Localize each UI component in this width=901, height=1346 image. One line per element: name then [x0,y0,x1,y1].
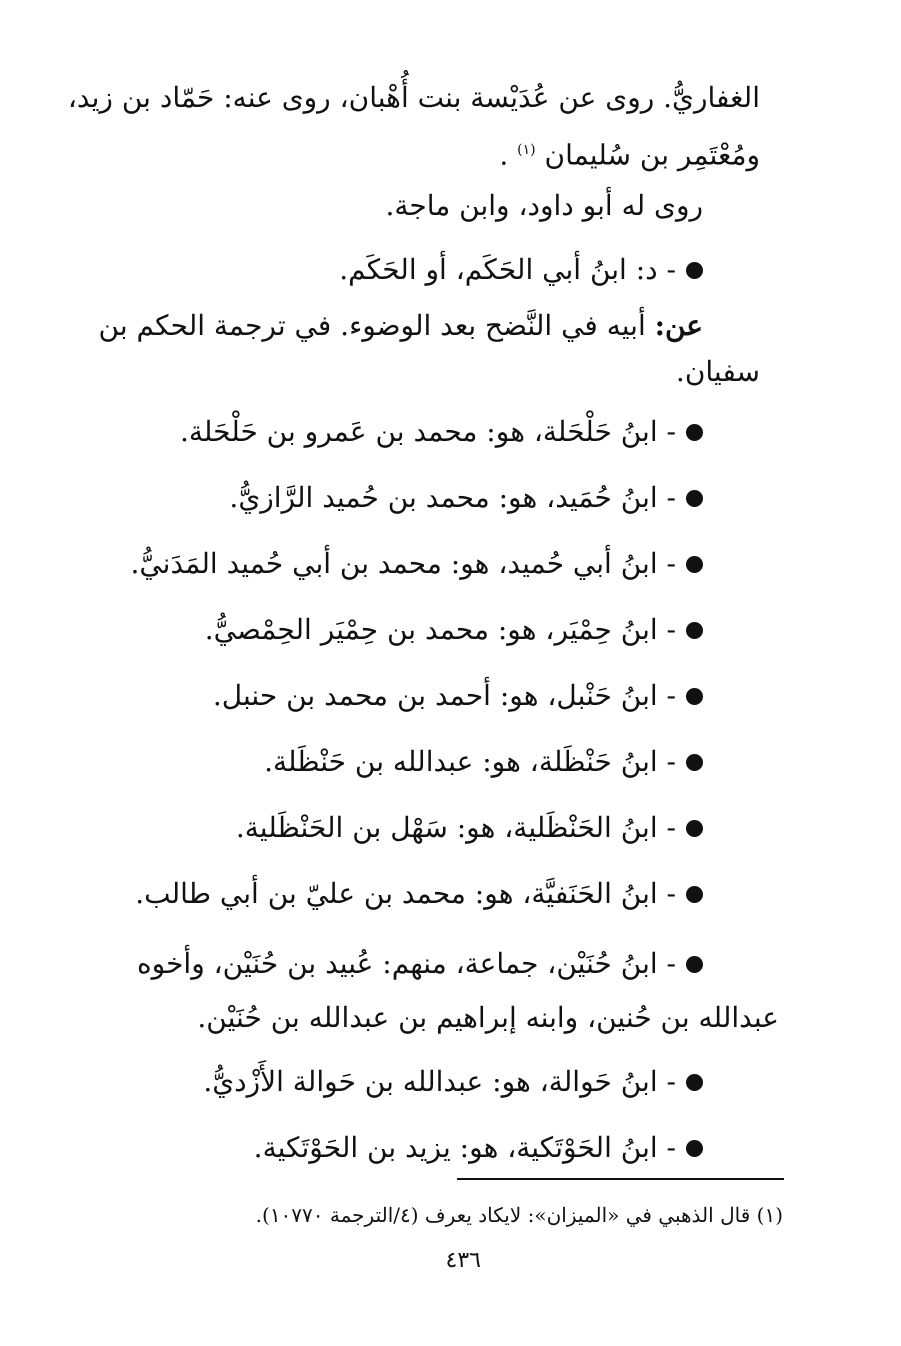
entry-7 [236,808,703,848]
entry-text: - ابنُ حَلْحَلة، هو: محمد بن عَمرو بن حَلْحَلة. [179,415,676,448]
bullet-icon [686,424,703,441]
text-line-2-end: . [499,138,509,172]
entry-8 [135,874,703,914]
entry-text: - ابنُ حُنَيْن، جماعة، منهم: عُبيد بن حُنَيْن، وأخوه [136,947,676,980]
bullet-icon [686,820,703,837]
bullet-icon [686,556,703,573]
entry-ibn-hunain-cont: عبدالله بن حُنين، وابنه إبراهيم بن عبدالله بن حُنَيْن. [197,1001,779,1034]
entry-text: - ابنُ الحَنْظَلية، هو: سَهْل بن الحَنْظَلية. [235,811,676,844]
footnote-marker: (١) [756,1203,783,1227]
bullet-icon [686,886,703,903]
entry-2 [229,478,703,518]
text-line-3: روى له أبو داود، وابن ماجة. [385,189,703,222]
an-line [99,306,703,346]
entry-ibn-abi-alhakam [339,250,703,290]
text-line-2-main: ومُعْتَمِر بن سُليمان [544,138,760,172]
an-continuation: سفيان. [675,355,760,388]
footnote-ref: (١) [517,142,536,158]
entry-text: - ابنُ حَنْبل، هو: أحمد بن محمد بن حنبل. [212,679,676,712]
footnote-text: قال الذهبي في «الميزان»: لايكاد يعرف (٤/الترجمة ١٠٧٧٠). [255,1203,751,1227]
bullet-icon [686,622,703,639]
text-line-2 [499,130,760,175]
entry-text: - ابنُ الحَنَفيَّة، هو: محمد بن عليّ بن أبي طالب. [135,877,676,910]
entry-1 [180,412,703,452]
an-label: عن: [654,309,703,342]
entry-text: - ابنُ حَوالة، هو: عبدالله بن حَوالة الأَزْديُّ. [203,1065,676,1098]
bullet-icon [686,262,703,279]
entry-3 [130,544,703,584]
page-number: ٤٣٦ [445,1248,481,1273]
bullet-icon [686,688,703,705]
entry-ibn-alhawtakiya [254,1128,703,1168]
bullet-icon [686,956,703,973]
text-line-1: الغفاريُّ. روى عن عُدَيْسة بنت أُهْبان، روى عنه: حَمّاد بن زيد، [67,81,760,114]
entry-ibn-hunain [137,944,703,984]
entry-text: - ابنُ أبي حُميد، هو: محمد بن أبي حُميد المَدَنيُّ. [130,547,676,580]
entry-text: - ابنُ حِمْيَر، هو: محمد بن حِمْيَر الحِمْصيُّ. [204,613,676,646]
bullet-icon [686,490,703,507]
entry-ibn-hawala [203,1062,703,1102]
entry-5 [213,676,703,716]
bullet-icon [686,1074,703,1091]
entry-text: - ابنُ حُمَيد، هو: محمد بن حُميد الرَّازيُّ. [229,481,676,514]
an-text: أبيه في النَّضح بعد الوضوء. في ترجمة الحكم بن [98,309,646,342]
entry-text: - ابنُ الحَوْتَكية، هو: يزيد بن الحَوْتَكية. [253,1131,676,1164]
entry-text: - ابنُ حَنْظَلة، هو: عبدالله بن حَنْظَلة. [264,745,676,778]
bullet-icon [686,1140,703,1157]
footnote [256,1200,783,1230]
entry-text: - د: ابنُ أبي الحَكَم، أو الحَكَم. [339,253,676,286]
entry-6 [264,742,703,782]
bullet-icon [686,754,703,771]
footnote-separator [457,1178,784,1180]
entry-4 [205,610,703,650]
